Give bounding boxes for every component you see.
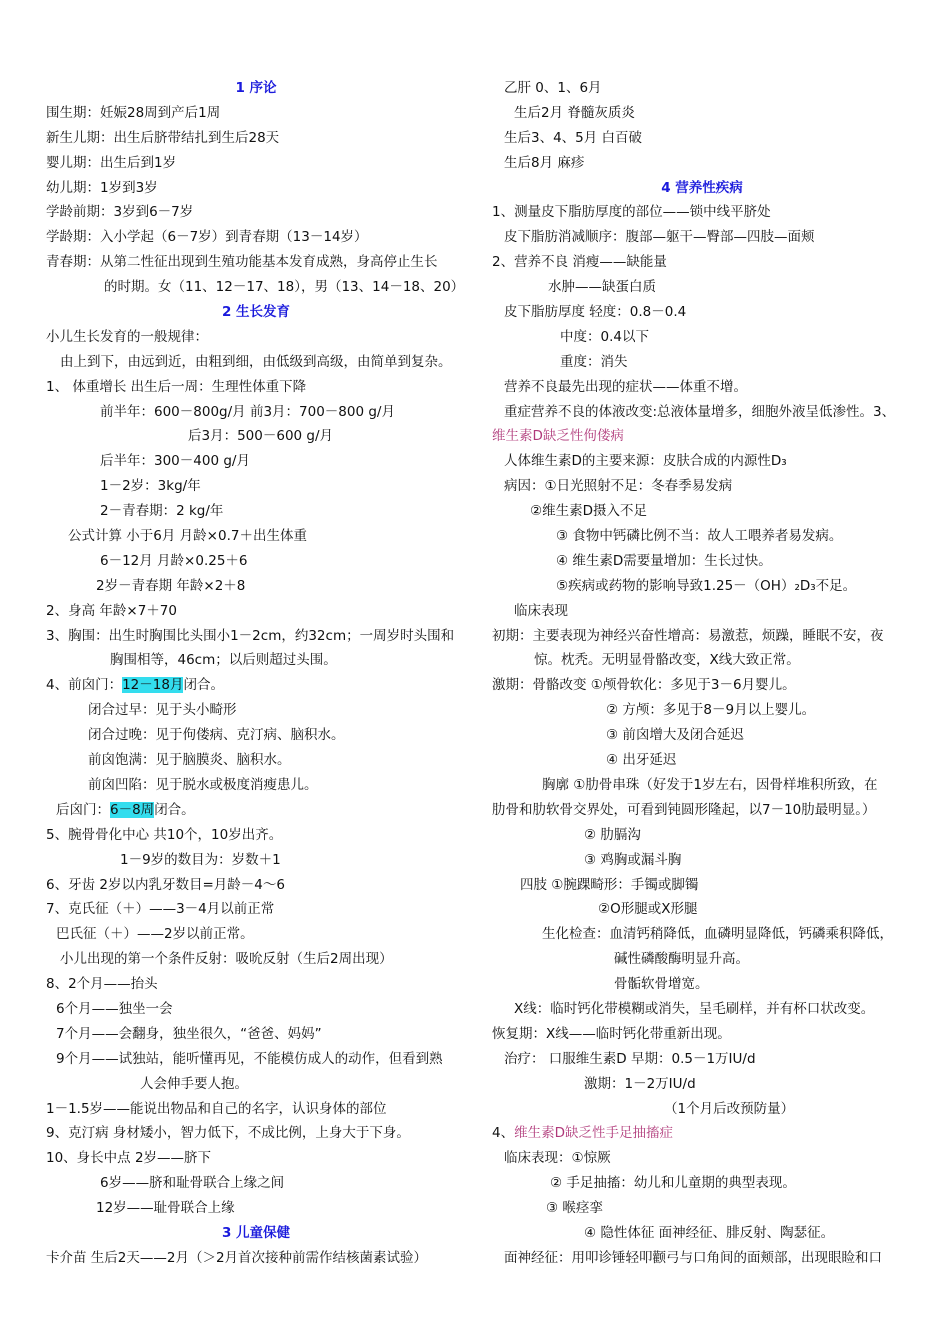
text-line: 闭合过晚：见于佝偻病、克汀病、脑积水。 [88, 727, 345, 744]
text-line: 四肢 ①腕踝畸形：手镯或脚镯 [520, 876, 699, 893]
text-segment: 闭合。 [154, 801, 195, 818]
text-line: 小儿生长发育的一般规律： [46, 328, 208, 345]
text-line: 初期：主要表现为神经兴奋性增高：易激惹，烦躁，睡眠不安，夜 [492, 627, 884, 644]
section-heading-1: 1 序论 [235, 80, 277, 96]
text-line: 2、营养不良 消瘦——缺能量 [492, 254, 667, 271]
text-line: 巴氏征（＋）——2岁以前正常。 [56, 926, 254, 943]
text-line: 7个月——会翻身，独坐很久，“爸爸、妈妈” [56, 1025, 322, 1042]
text-line: ② 方颅：多见于8－9月以上婴儿。 [606, 702, 816, 719]
right-column [492, 76, 912, 1271]
text-segment: 4、 [492, 1125, 515, 1142]
text-line [46, 798, 466, 823]
text-line [492, 1121, 912, 1146]
text-line: ② 肋膈沟 [584, 826, 641, 843]
text-line: 生后8月 麻疹 [504, 154, 585, 171]
section-heading-2: 2 生长发育 [221, 304, 291, 321]
text-line: ② 手足抽搐：幼儿和儿童期的典型表现。 [550, 1175, 796, 1192]
text-line: 公式计算 小于6月 月龄×0.7＋出生体重 [68, 528, 307, 545]
text-line: 治疗： 口服维生素D 早期：0.5－1万IU/d [504, 1050, 756, 1067]
text-line: 2、身高 年龄×7＋70 [46, 602, 177, 619]
text-line: ④ 维生素D需要量增加：生长过快。 [556, 552, 772, 569]
text-line [46, 673, 466, 698]
text-line: 乙肝 0、1、6月 [504, 80, 602, 96]
text-line: 学龄期：入小学起（6－7岁）到青春期（13－14岁） [46, 229, 368, 246]
text-line: 1－9岁的数目为：岁数＋1 [120, 851, 281, 868]
text-line: 生后2月 脊髓灰质炎 [514, 104, 635, 121]
text-line: 中度：0.4以下 [560, 328, 649, 345]
text-line: 恢复期：X线——临时钙化带重新出现。 [492, 1025, 731, 1042]
text-line: 卡介苗 生后2天——2月（＞2月首次接种前需作结核菌素试验） [46, 1249, 428, 1266]
text-line: 碱性磷酸酶明显升高。 [614, 951, 749, 968]
text-line: ③ 前囟增大及闭合延迟 [606, 727, 744, 744]
text-line: 激期：1－2万IU/d [584, 1075, 696, 1092]
text-line: 9、克汀病 身材矮小，智力低下，不成比例，上身大于下身。 [46, 1125, 410, 1142]
text-line: 肋骨和肋软骨交界处，可看到钝圆形隆起，以7－10肋最明显。） [492, 801, 876, 818]
text-line: 学龄前期：3岁到6－7岁 [46, 204, 194, 221]
text-segment: 后囟门： [56, 801, 110, 818]
text-line: 3、胸围：出生时胸围比头围小1－2cm，约32cm；一周岁时头围和 [46, 627, 455, 644]
text-line: ③ 喉痉挛 [546, 1200, 603, 1217]
text-line: 后3月：500－600 g/月 [188, 428, 334, 445]
text-line: ④ 出牙延迟 [606, 752, 677, 769]
text-line: 6、牙齿 2岁以内乳牙数目=月龄－4～6 [46, 876, 285, 893]
text-line: 人体维生素D的主要来源：皮肤合成的内源性D₃ [504, 453, 787, 470]
text-line: 1－2岁：3kg/年 [100, 478, 201, 495]
text-line: 胸围相等，46cm；以后则超过头围。 [110, 652, 337, 669]
text-segment: 4、前囟门： [46, 677, 123, 694]
text-line: 12岁——耻骨联合上缘 [96, 1200, 235, 1217]
text-line: 闭合过早：见于头小畸形 [88, 702, 237, 719]
text-line: 6岁——脐和耻骨联合上缘之间 [100, 1175, 285, 1192]
text-line: 惊。枕秃。无明显骨骼改变，X线大致正常。 [534, 652, 800, 669]
text-line: ④ 隐性体征 面神经征、腓反射、陶瑟征。 [584, 1224, 835, 1241]
text-line: 的时期。女（11、12－17、18），男（13、14－18、20） [104, 279, 465, 296]
text-line: 婴儿期：出生后到1岁 [46, 154, 177, 171]
text-line: ③ 鸡胸或漏斗胸 [584, 851, 682, 868]
text-line: 幼儿期：1岁到3岁 [46, 179, 158, 196]
text-line: 胸廓 ①肋骨串珠（好发于1岁左右，因骨样堆积所致，在 [542, 776, 878, 793]
pink-heading: 维生素D缺乏性手足抽搐症 [514, 1125, 673, 1142]
text-line: 小儿出现的第一个条件反射：吸吮反射（生后2周出现） [60, 951, 393, 968]
text-line: 8、2个月——抬头 [46, 976, 158, 993]
text-line: 生后3、4、5月 白百破 [504, 129, 643, 146]
text-line: 皮下脂肪厚度 轻度：0.8－0.4 [504, 304, 687, 321]
text-line: 临床表现：①惊厥 [504, 1150, 611, 1167]
text-line: 10、身长中点 2岁——脐下 [46, 1150, 212, 1167]
text-line: X线：临时钙化带模糊或消失，呈毛刷样，并有杯口状改变。 [514, 1000, 875, 1017]
text-line: 人会伸手要人抱。 [140, 1075, 248, 1092]
highlighted-text: 12－18月 [122, 677, 184, 694]
text-line: 皮下脂肪消减顺序：腹部—躯干—臀部—四肢—面颊 [504, 229, 815, 246]
text-line: 临床表现 [514, 602, 568, 619]
text-line: 病因：①日光照射不足：冬春季易发病 [504, 478, 733, 495]
text-line: 6个月——独坐一会 [56, 1000, 173, 1017]
text-line: 9个月——试独站，能听懂再见，不能模仿成人的动作，但看到熟 [56, 1050, 443, 1067]
text-line: 前半年：600－800g/月 前3月：700－800 g/月 [100, 403, 395, 420]
text-line: 1、测量皮下脂肪厚度的部位——锁中线平脐处 [492, 204, 771, 221]
pink-heading: 维生素D缺乏性佝偻病 [492, 428, 624, 445]
section-heading-4: 4 营养性疾病 [661, 179, 743, 196]
text-line: ②O形腿或X形腿 [598, 901, 698, 918]
text-segment: 闭合。 [183, 677, 224, 694]
text-line: 水肿——缺蛋白质 [548, 279, 656, 296]
text-line: 青春期：从第二性征出现到生殖功能基本发育成熟，身高停止生长 [46, 254, 438, 271]
text-line: ②维生素D摄入不足 [530, 503, 647, 520]
section-heading-3: 3 儿童保健 [221, 1224, 291, 1241]
text-line: 2－青春期：2 kg/年 [100, 503, 224, 520]
text-line: ⑤疾病或药物的影响导致1.25－（OH）₂D₃不足。 [556, 577, 857, 594]
text-line: 前囟饱满：见于脑膜炎、脑积水。 [88, 752, 291, 769]
text-line: 6－12月 月龄×0.25＋6 [100, 552, 248, 569]
text-line: 新生儿期：出生后脐带结扎到生后28天 [46, 129, 280, 146]
text-line: 面神经征：用叩诊锤轻叩颧弓与口角间的面颊部，出现眼睑和口 [504, 1249, 882, 1266]
text-line: 后半年：300－400 g/月 [100, 453, 250, 470]
text-line: 1－1.5岁——能说出物品和自己的名字，认识身体的部位 [46, 1100, 387, 1117]
text-line: 生化检查：血清钙稍降低，血磷明显降低，钙磷乘积降低， [542, 926, 893, 943]
text-line: 重症营养不良的体液改变:总液体量增多，细胞外液呈低渗性。3、 [504, 403, 896, 420]
highlighted-text: 6－8周 [110, 801, 155, 818]
text-line: 前囟凹陷：见于脱水或极度消瘦患儿。 [88, 776, 318, 793]
left-column [46, 76, 466, 1271]
text-line: 骨骺软骨增宽。 [614, 976, 709, 993]
text-line: 1、 体重增长 出生后一周：生理性体重下降 [46, 378, 307, 395]
text-line: 5、腕骨骨化中心 共10个，10岁出齐。 [46, 826, 283, 843]
text-line: 2岁－青春期 年龄×2＋8 [96, 577, 246, 594]
text-line: 营养不良最先出现的症状——体重不增。 [504, 378, 747, 395]
text-line: ③ 食物中钙磷比例不当：故人工喂养者易发病。 [556, 528, 843, 545]
text-line: 7、克氏征（＋）——3－4月以前正常 [46, 901, 275, 918]
text-line: 由上到下，由远到近，由粗到细，由低级到高级，由简单到复杂。 [60, 353, 452, 370]
text-line: 激期：骨骼改变 ①颅骨软化：多见于3－6月婴儿。 [492, 677, 796, 694]
text-line: 重度：消失 [560, 353, 628, 370]
text-line: 围生期：妊娠28周到产后1周 [46, 104, 221, 121]
text-line: （1个月后改预防量） [664, 1100, 795, 1117]
